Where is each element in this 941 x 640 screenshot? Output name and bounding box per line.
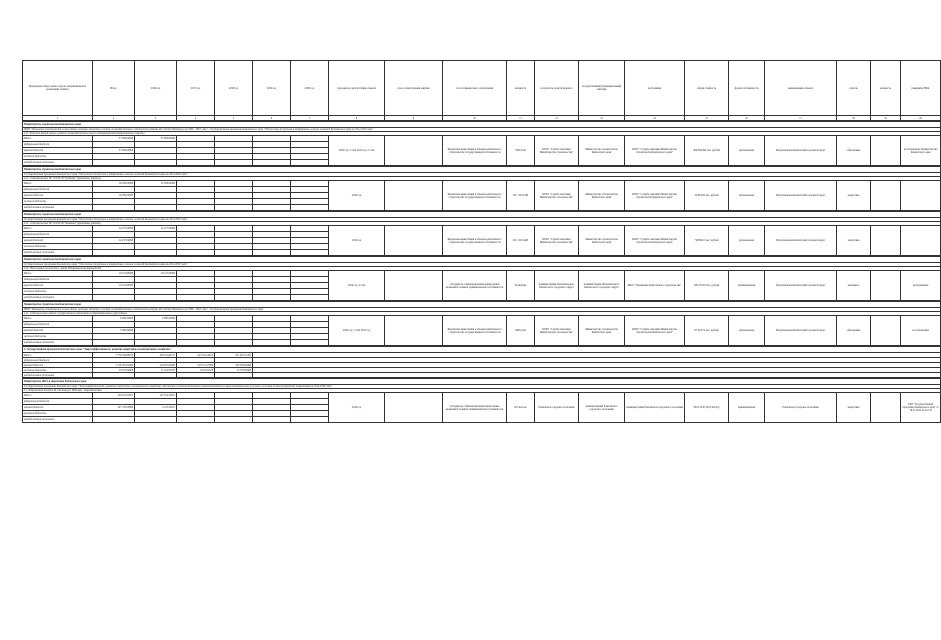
- finance-year: [215, 417, 253, 423]
- developer: КГКУ "Служба заказчика Министерства строительства Камчатского края": [625, 136, 685, 166]
- header-cell: срок ввода в эксплуатацию объекта: [329, 61, 385, 116]
- finance-total: 6 000,00000: [93, 316, 135, 322]
- finance-2016: 20 110,00000: [135, 271, 177, 277]
- finance-label: внебюджетные источники: [23, 160, 93, 166]
- finance-label: Итого: [23, 136, 93, 142]
- sector: образование: [837, 316, 871, 346]
- finance-2016: 2 110,52651: [135, 405, 177, 411]
- column-number: 15: [685, 116, 729, 121]
- developer: КГКУ "Служба заказчика Министерства строительства Камчатского края": [625, 181, 685, 211]
- object-location: Петропавловск-Камчатский городской округ: [765, 181, 837, 211]
- finance-year: [291, 340, 329, 346]
- ownership: региональная: [729, 226, 765, 256]
- object-row-text: 4.11. Комплекс зданий школы в районе Северо-Восточного шоссе в Петропавловске-Камчатском (2 очередь): [23, 132, 941, 136]
- program-row-text: Государственная программа Камчатского края "Энергоэффективность, развитие энергетики и коммунального хозяйства, обеспечение жителей населенных пунктов Камчатского края коммунальными услугами и услугами по благоустройству территорий на 2014-2018 годы": [23, 385, 941, 389]
- finance-label: внебюджетные источники: [23, 205, 93, 211]
- total-value: 419 823,04900: [135, 363, 177, 368]
- procurement-term: [385, 136, 443, 166]
- column-number: 16: [729, 116, 765, 121]
- column-number: 14: [625, 116, 685, 121]
- budget-recipient: Администрация Петропавловск-Камчатского городского округа: [535, 271, 579, 301]
- finance-year: [177, 160, 215, 166]
- finance-year: [253, 250, 291, 256]
- npa-details: постановление: [901, 316, 941, 346]
- total-value: 11 194,97970: [135, 368, 177, 373]
- finance-label: федеральный бюджет: [23, 232, 93, 238]
- finance-total: [93, 295, 135, 301]
- finance-year: [215, 205, 253, 211]
- program-total-label: 5. Государственная программа Камчатского края "Энергоэффективность, развитие энергетики и коммунального хозяйства": [23, 347, 941, 353]
- state-customer: Министерство строительства Камчатского края: [579, 136, 625, 166]
- ministry-row-text: Министерство ЖКХ и энергетики Камчатского края: [23, 379, 941, 385]
- finance-2016: [135, 340, 177, 346]
- input-term: 2016 год, 5 этап 2015 год: [329, 316, 385, 346]
- capacity-extra: [871, 181, 901, 211]
- finance-label: внебюджетные источники: [23, 340, 93, 346]
- finance-year: [291, 250, 329, 256]
- total-label: федеральный бюджет: [23, 358, 93, 363]
- finance-2016: [135, 295, 177, 301]
- object-location: Петропавловск-Камчатский городской округ: [765, 136, 837, 166]
- budget-recipient: Елизовское городское поселение: [535, 393, 579, 423]
- sector: энергетика: [837, 226, 871, 256]
- column-number: 11: [507, 116, 535, 121]
- npa-details: постановление Правительства Камчатского края: [901, 136, 941, 166]
- ministry-row-text: Министерство строительства Камчатского края: [23, 212, 941, 218]
- header-cell: срок осуществления закупки: [385, 61, 443, 116]
- object-row-text: 5.1. Комплексный колледж М. Осипова (ул. Рабочая) - строительство: [23, 389, 941, 393]
- ministry-row-text: Министерство строительства Камчатского края: [23, 122, 941, 128]
- object-row-text: 4.21. Строительство ПС 110/10 кВ "Грибовка" (проектные работы): [23, 177, 941, 181]
- section-table: [22, 211, 941, 256]
- finance-label: внебюджетные источники: [23, 417, 93, 423]
- header-cell: 2016 год: [135, 61, 177, 116]
- state-customer: Администрация Петропавловск-Камчатского городского округа: [579, 271, 625, 301]
- finance-label: Итого: [23, 393, 93, 399]
- finance-total: 20 110,00000: [93, 283, 135, 289]
- finance-2016: [135, 205, 177, 211]
- ministry-row-text: Министерство строительства Камчатского края: [23, 257, 941, 263]
- procurement-term: [385, 393, 443, 423]
- total-cost: 33 802,00 тыс. рублей: [685, 181, 729, 211]
- finance-total: 16 039,00300: [93, 181, 135, 187]
- column-number: 13: [579, 116, 625, 121]
- ownership: региональная: [729, 136, 765, 166]
- total-label: местные бюджеты: [23, 368, 93, 373]
- finance-total: 20 110,00000: [93, 271, 135, 277]
- object-location: Петропавловск-Камчатский городской округ: [765, 316, 837, 346]
- header-cell: 2017 год: [177, 61, 215, 116]
- section-table: [22, 166, 941, 211]
- finance-label: федеральный бюджет: [23, 277, 93, 283]
- column-number-row: [23, 116, 941, 121]
- total-value: 20 974,00000: [93, 368, 135, 373]
- budget-recipient: КГКУ "Служба заказчика Министерства строительства": [535, 136, 579, 166]
- finance-year: [215, 340, 253, 346]
- total-value: [177, 373, 215, 378]
- developer: КГКУ "Служба заказчика Министерства строительства Камчатского края": [625, 226, 685, 256]
- finance-total: 197 750,00000: [93, 405, 135, 411]
- header-cell: 2019 год: [253, 61, 291, 116]
- finance-total: 140 516,52651: [93, 393, 135, 399]
- header-cell: государственный (муниципальный) заказчик: [579, 61, 625, 116]
- object-location: Петропавловск-Камчатский городской округ: [765, 226, 837, 256]
- finance-label: внебюджетные источники: [23, 295, 93, 301]
- capacity-extra: [871, 393, 901, 423]
- finance-label: краевой бюджет: [23, 328, 93, 334]
- finance-label: Итого: [23, 316, 93, 322]
- budget-recipient: КГКУ "Служба заказчика Министерства строительства": [535, 316, 579, 346]
- finance-year: [177, 417, 215, 423]
- finance-label: местные бюджеты: [23, 244, 93, 250]
- budget-recipient: КГКУ "Служба заказчика Министерства строительства": [535, 226, 579, 256]
- column-number: 19: [871, 116, 901, 121]
- funding-basis: субсидии на софинансирование капитальных вложений в объекты муниципальной собственности: [443, 393, 507, 423]
- total-empty: [253, 373, 941, 378]
- section-table: [22, 301, 941, 346]
- finance-label: федеральный бюджет: [23, 142, 93, 148]
- finance-total: [93, 205, 135, 211]
- header-row: [23, 61, 941, 116]
- total-value: 671 810,31492: [215, 353, 253, 358]
- finance-year: [291, 417, 329, 423]
- document-sheet: [22, 60, 939, 635]
- object-location: Елизовское городское поселение: [765, 393, 837, 423]
- funding-basis: Бюджетные инвестиции в объекты капитального строительства государственной собственности: [443, 136, 507, 166]
- total-value: [215, 373, 253, 378]
- column-number: 1: [23, 116, 93, 121]
- developer: КГКУ "Служба заказчика Министерства строительства Камчатского края": [625, 316, 685, 346]
- finance-2016: [135, 417, 177, 423]
- budget-recipient: КГКУ "Служба заказчика Министерства строительства": [535, 181, 579, 211]
- finance-year: [291, 295, 329, 301]
- funding-basis: Бюджетные инвестиции в объекты капитального строительства государственной собственности: [443, 226, 507, 256]
- total-value: 418 721,27000: [177, 363, 215, 368]
- finance-label: местные бюджеты: [23, 334, 93, 340]
- ownership: региональная: [729, 181, 765, 211]
- column-number: 18: [837, 116, 871, 121]
- total-value: [135, 373, 177, 378]
- column-number: 8: [329, 116, 385, 121]
- total-value: 9 601,01610: [177, 368, 215, 373]
- procurement-term: [385, 226, 443, 256]
- column-number: 7: [291, 116, 329, 121]
- total-value: 13 370,00000: [215, 368, 253, 373]
- header-cell: Предельная общая сумма средств, направляемых на реализацию объекта: [23, 61, 93, 116]
- capacity: ПС 110/10 кВ: [507, 226, 535, 256]
- section-table: [22, 121, 941, 166]
- finance-2016: 16 039,00300: [135, 181, 177, 187]
- header-cell: реквизиты НПА: [901, 61, 941, 116]
- header-cell: общая стоимость: [685, 61, 729, 116]
- finance-label: краевой бюджет: [23, 193, 93, 199]
- header-cell: Итого: [93, 61, 135, 116]
- capacity-extra: [871, 271, 901, 301]
- npa-details: ГАП "Государственная программа Камчатского края" от 29.11.2014 № 451-П: [901, 393, 941, 423]
- program-row-text: Государственная программа Камчатского края "Обеспечение доступным и комфортным жильем жителей Камчатского края на 2014-2018 годы": [23, 263, 941, 267]
- input-term: 2016 год: [329, 393, 385, 423]
- capacity: 50 квартир: [507, 271, 535, 301]
- input-term: 2016 год, 4 этап: [329, 271, 385, 301]
- finance-label: Итого: [23, 271, 93, 277]
- finance-label: Итого: [23, 226, 93, 232]
- sections-container: [22, 121, 939, 423]
- header-cell: мощность: [507, 61, 535, 116]
- funding-basis: субсидии на софинансирование капитальных вложений в объекты муниципальной собственности: [443, 271, 507, 301]
- finance-year: [253, 205, 291, 211]
- total-cost: 520 274,65 тыс. рублей: [685, 271, 729, 301]
- finance-total: 5 000,00000: [93, 328, 135, 334]
- header-cell: застройщик: [625, 61, 685, 116]
- header-cell: форма собственности: [729, 61, 765, 116]
- finance-year: [177, 250, 215, 256]
- npa-details: [901, 226, 941, 256]
- sector: энергетика: [837, 181, 871, 211]
- header-cell: 2018 год: [215, 61, 253, 116]
- funding-basis: Бюджетные инвестиции в объекты капитального строительства государственной собственности: [443, 181, 507, 211]
- npa-details: [901, 181, 941, 211]
- procurement-term: [385, 181, 443, 211]
- object-row-text: 4.41. Инженерный жилой дом в городе Петропавловске-Камчатском: [23, 267, 941, 271]
- finance-label: федеральный бюджет: [23, 322, 93, 328]
- input-term: 2016 год, 2 этап 2015 год, 2 этап: [329, 136, 385, 166]
- finance-year: [253, 160, 291, 166]
- state-customer: Министерство строительства Камчатского края: [579, 181, 625, 211]
- header-cell: способ финансового обеспечения: [443, 61, 507, 116]
- finance-label: местные бюджеты: [23, 411, 93, 417]
- finance-2016: 145 554,52651: [135, 393, 177, 399]
- ownership: региональная: [729, 316, 765, 346]
- sector: жилищное: [837, 271, 871, 301]
- finance-year: [177, 340, 215, 346]
- finance-label: краевой бюджет: [23, 283, 93, 289]
- column-number: 3: [135, 116, 177, 121]
- total-label: краевой бюджет: [23, 363, 93, 368]
- finance-total: 16 039,00300: [93, 193, 135, 199]
- finance-total: 24 457,00000: [93, 226, 135, 232]
- header-cell: 2020 год: [291, 61, 329, 116]
- program-row-text: Государственная программа Камчатского края "Обеспечение доступным и комфортным жильем жителей Камчатского края на 2014-2018 годы": [23, 173, 941, 177]
- finance-year: [215, 295, 253, 301]
- finance-label: местные бюджеты: [23, 154, 93, 160]
- column-number: 10: [443, 116, 507, 121]
- capacity-extra: [871, 316, 901, 346]
- investment-table: [22, 60, 941, 121]
- finance-2016: [135, 160, 177, 166]
- finance-total: 24 457,00000: [93, 238, 135, 244]
- sector: энергетика: [837, 393, 871, 423]
- procurement-term: [385, 316, 443, 346]
- sector: образование: [837, 136, 871, 166]
- ministry-row-text: Министерство строительства Камчатского края: [23, 302, 941, 308]
- finance-total: [93, 250, 135, 256]
- finance-year: [253, 340, 291, 346]
- finance-label: краевой бюджет: [23, 405, 93, 411]
- developer: МКУ "Управление капитального строительства": [625, 271, 685, 301]
- total-label: внебюджетные источники: [23, 373, 93, 378]
- finance-label: федеральный бюджет: [23, 399, 93, 405]
- finance-total: [93, 417, 135, 423]
- finance-total: 37 606,00000: [93, 148, 135, 154]
- header-cell: получатель средств бюджета: [535, 61, 579, 116]
- program-row-text: Государственная программа Камчатского края "Обеспечение доступным и комфортным жильем жителей Камчатского края на 2014-2018 годы": [23, 218, 941, 222]
- input-term: 2016 год: [329, 181, 385, 211]
- total-value: 430 551,84725: [135, 353, 177, 358]
- funding-basis: Бюджетные инвестиции в объекты капитального строительства государственной собственности: [443, 316, 507, 346]
- section-table: [22, 378, 941, 423]
- finance-label: краевой бюджет: [23, 148, 93, 154]
- finance-year: [291, 205, 329, 211]
- column-number: 2: [93, 116, 135, 121]
- total-value: 528 053,64000: [215, 363, 253, 368]
- finance-year: [291, 160, 329, 166]
- ministry-row-text: Министерство строительства Камчатского края: [23, 167, 941, 173]
- total-cost: 79 809,01 тыс. рублей: [685, 226, 729, 256]
- total-label: Итого: [23, 353, 93, 358]
- npa-details: распоряжение: [901, 271, 941, 301]
- section-table: [22, 256, 941, 301]
- section-table: [22, 346, 941, 378]
- procurement-term: [385, 271, 443, 301]
- finance-2016: 6 000,00000: [135, 316, 177, 322]
- finance-2016: [135, 250, 177, 256]
- capacity-extra: [871, 136, 901, 166]
- state-customer: Министерство строительства Камчатского края: [579, 316, 625, 346]
- finance-2016: 24 457,00000: [135, 226, 177, 232]
- column-number: 20: [901, 116, 941, 121]
- total-value: 1 770 346,08100: [93, 353, 135, 358]
- column-number: 6: [253, 116, 291, 121]
- column-number: 9: [385, 116, 443, 121]
- header-cell: наименование объекта: [765, 61, 837, 116]
- object-row-text: 4.51. Сейсмоусиление здания государственного бюджетного образовательного учреждения: [23, 312, 941, 316]
- object-location: Петропавловск-Камчатский городской округ: [765, 271, 837, 301]
- ownership: муниципальная: [729, 393, 765, 423]
- capacity-extra: [871, 226, 901, 256]
- column-number: 17: [765, 116, 837, 121]
- finance-label: местные бюджеты: [23, 289, 93, 295]
- input-term: 2016 год: [329, 226, 385, 256]
- total-cost: 829 125,93 (323 422,45): [685, 393, 729, 423]
- ownership: муниципальная: [729, 271, 765, 301]
- finance-year: [177, 295, 215, 301]
- finance-label: Итого: [23, 181, 93, 187]
- program-row-text: ФЦП "Повышение устойчивости жилых домов, основных объектов и систем жизнеобеспечения в сейсмических районах Российской Федерации на 2009 - 2018 годы" / Государственная программа Камчатского края "Обеспечение доступным и комфортным жильем жителей Камчатского края на 2014-2018 годы": [23, 128, 941, 132]
- capacity: 7845,8 м2: [507, 136, 535, 166]
- finance-label: местные бюджеты: [23, 199, 93, 205]
- finance-total: 37 606,00000: [93, 136, 135, 142]
- developer: Администрация Елизовского городского поселения: [625, 393, 685, 423]
- finance-total: [93, 340, 135, 346]
- capacity: ПС 110/10 кВ: [507, 181, 535, 211]
- finance-label: краевой бюджет: [23, 238, 93, 244]
- finance-year: [177, 205, 215, 211]
- state-customer: Администрация Елизовского городского поселения: [579, 393, 625, 423]
- state-customer: Министерство строительства Камчатского края: [579, 226, 625, 256]
- finance-year: [215, 250, 253, 256]
- finance-label: федеральный бюджет: [23, 187, 93, 193]
- object-row-text: 4.31. Строительство ПС 110/10 кВ "Западная" (проектные работы): [23, 222, 941, 226]
- finance-2016: 37 606,00000: [135, 136, 177, 142]
- total-value: [93, 373, 135, 378]
- capacity: 2993,0 м2: [507, 316, 535, 346]
- total-cost: 87 354,74 тыс. рублей: [685, 316, 729, 346]
- finance-label: внебюджетные источники: [23, 250, 93, 256]
- finance-year: [215, 160, 253, 166]
- header-cell: отрасль: [837, 61, 871, 116]
- total-value: 427 322,28610: [177, 353, 215, 358]
- finance-total: [93, 160, 135, 166]
- total-finance-row: [23, 373, 941, 378]
- finance-year: [253, 295, 291, 301]
- finance-year: [253, 417, 291, 423]
- capacity: 45 Гкал/час: [507, 393, 535, 423]
- column-number: 4: [177, 116, 215, 121]
- header-cell: мощность: [871, 61, 901, 116]
- total-cost: 400 036,094 тыс. рублей: [685, 136, 729, 166]
- column-number: 12: [535, 116, 579, 121]
- program-row-text: ФЦП "Повышение устойчивости жилых домов, основных объектов и систем жизнеобеспечения в сейсмических районах Российской Федерации на 2009 - 2018 годы" / Государственная программа Камчатского края: [23, 308, 941, 312]
- column-number: 5: [215, 116, 253, 121]
- total-value: 1 726 762,04000: [93, 363, 135, 368]
